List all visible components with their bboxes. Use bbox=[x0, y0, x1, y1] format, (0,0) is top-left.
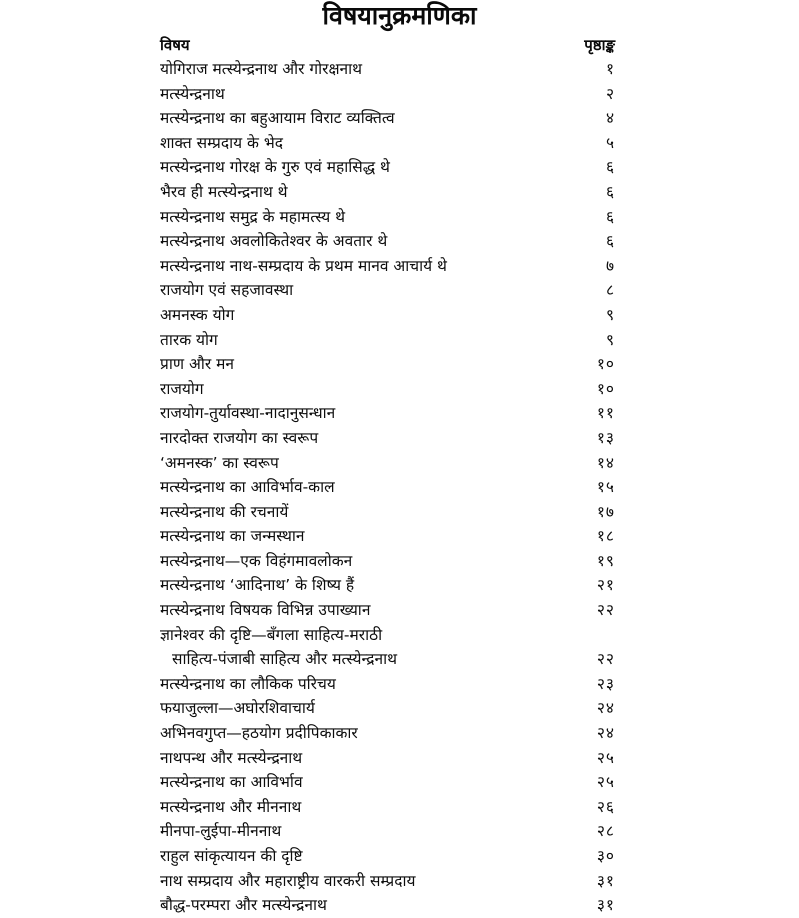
toc-entry-title: नारदोक्त राजयोग का स्वरूप bbox=[160, 428, 319, 447]
toc-entry-title: राजयोग एवं सहजावस्था bbox=[160, 281, 294, 300]
toc-entry-page-number: ३१ bbox=[596, 896, 615, 915]
toc-entry-page-number: २३ bbox=[596, 674, 615, 693]
toc-entry-page-number: २५ bbox=[596, 748, 615, 767]
toc-entry-row[interactable] bbox=[160, 278, 615, 303]
toc-entry-title: नाथ सम्प्रदाय और महाराष्ट्रीय वारकरी सम्प्रदाय bbox=[160, 871, 416, 890]
toc-entry-page-number: ६ bbox=[605, 232, 615, 251]
column-header-page: पृष्ठाङ्क bbox=[584, 36, 615, 54]
toc-entry-title: मत्स्येन्द्रनाथ bbox=[160, 84, 225, 103]
column-header-row bbox=[160, 35, 615, 57]
toc-entry-row[interactable] bbox=[160, 696, 615, 721]
toc-entry-row[interactable] bbox=[160, 524, 615, 549]
toc-entry-title: फयाजुल्ला—अघोरशिवाचार्य bbox=[160, 699, 315, 718]
toc-entry-page-number: २१ bbox=[596, 576, 615, 595]
toc-entry-title: मत्स्येन्द्रनाथ नाथ-सम्प्रदाय के प्रथम मानव आचार्य थे bbox=[160, 256, 447, 275]
toc-entry-row[interactable] bbox=[160, 131, 615, 156]
toc-entry-row[interactable] bbox=[160, 598, 615, 623]
toc-entry-title: मत्स्येन्द्रनाथ का लौकिक परिचय bbox=[160, 674, 336, 693]
toc-entry-title: मत्स्येन्द्रनाथ ‘आदिनाथ’ के शिष्य हैं bbox=[160, 576, 355, 595]
toc-entry-title: प्राण और मन bbox=[160, 355, 234, 374]
toc-entry-title: अमनस्क योग bbox=[160, 305, 235, 324]
toc-entry-title: मत्स्येन्द्रनाथ का बहुआयाम विराट व्यक्तित्व bbox=[160, 109, 395, 128]
toc-entry-page-number: १० bbox=[596, 355, 615, 374]
toc-entry-row[interactable] bbox=[160, 451, 615, 476]
toc-entry-row[interactable] bbox=[160, 819, 615, 844]
toc-entry-title: राजयोग bbox=[160, 379, 204, 398]
toc-entry-title: मत्स्येन्द्रनाथ समुद्र के महामत्स्य थे bbox=[160, 207, 346, 226]
toc-entry-page-number: ६ bbox=[605, 207, 615, 226]
toc-entry-page-number: ११ bbox=[596, 404, 615, 423]
toc-entry-row[interactable] bbox=[160, 844, 615, 869]
toc-entry-title: मत्स्येन्द्रनाथ का आविर्भाव-काल bbox=[160, 478, 335, 497]
toc-entry-title: ज्ञानेश्वर की दृष्टि—बँगला साहित्य-मराठी bbox=[160, 625, 383, 644]
toc-entry-page-number: ६ bbox=[605, 158, 615, 177]
toc-entry-title: मत्स्येन्द्रनाथ और मीननाथ bbox=[160, 797, 302, 816]
toc-entry-title: मत्स्येन्द्रनाथ की रचनायें bbox=[160, 502, 289, 521]
toc-entry-row[interactable] bbox=[160, 401, 615, 426]
toc-entry-page-number: १० bbox=[596, 379, 615, 398]
toc-entry-title: मत्स्येन्द्रनाथ का आविर्भाव bbox=[160, 773, 303, 792]
toc-entry-page-number: ३१ bbox=[596, 871, 615, 890]
toc-entry-title: नाथपन्थ और मत्स्येन्द्रनाथ bbox=[160, 748, 303, 767]
toc-entry-page-number: ८ bbox=[605, 281, 615, 300]
toc-entry-title: भैरव ही मत्स्येन्द्रनाथ थे bbox=[160, 182, 288, 201]
toc-entry-page-number: २४ bbox=[596, 699, 615, 718]
toc-entry-page-number: १७ bbox=[596, 502, 615, 521]
toc-entry-row[interactable] bbox=[160, 57, 615, 82]
toc-entry-row[interactable] bbox=[160, 647, 615, 672]
toc-entry-title: ‘अमनस्क’ का स्वरूप bbox=[160, 453, 279, 472]
toc-entry-title: साहित्य-पंजाबी साहित्य और मत्स्येन्द्रनाथ bbox=[172, 650, 397, 669]
toc-entry-row[interactable] bbox=[160, 475, 615, 500]
toc-entry-row[interactable] bbox=[160, 254, 615, 279]
toc-entry-page-number: ५ bbox=[605, 133, 615, 152]
toc-entry-row[interactable] bbox=[160, 746, 615, 771]
toc-entry-page-number: ४ bbox=[605, 109, 615, 128]
toc-entry-page-number: २८ bbox=[596, 822, 615, 841]
toc-entry-page-number: २६ bbox=[596, 797, 615, 816]
toc-entry-row[interactable] bbox=[160, 500, 615, 525]
toc-entry-page-number: ३० bbox=[596, 847, 615, 865]
toc-entry-row[interactable] bbox=[160, 721, 615, 746]
toc-entry-row[interactable] bbox=[160, 893, 615, 918]
toc-entry-row[interactable] bbox=[160, 328, 615, 353]
toc-entry-title: मत्स्येन्द्रनाथ गोरक्ष के गुरु एवं महासिद्ध थे bbox=[160, 158, 390, 177]
toc-entry-page-number: १९ bbox=[596, 551, 615, 570]
toc-entry-title: तारक योग bbox=[160, 330, 218, 349]
toc-entry-page-number: २५ bbox=[596, 773, 615, 792]
toc-entry-title: योगिराज मत्स्येन्द्रनाथ और गोरक्षनाथ bbox=[160, 60, 363, 78]
toc-entry-page-number: १४ bbox=[596, 453, 615, 472]
toc-entry-title: मत्स्येन्द्रनाथ अवलोकितेश्वर के अवतार थे bbox=[160, 232, 388, 251]
toc-entry-title: मत्स्येन्द्रनाथ का जन्मस्थान bbox=[160, 527, 305, 546]
toc-entry-page-number: २२ bbox=[596, 650, 615, 669]
toc-entry-row[interactable] bbox=[160, 229, 615, 254]
toc-entry-row[interactable] bbox=[160, 672, 615, 697]
toc-entry-title: बौद्ध-परम्परा और मत्स्येन्द्रनाथ bbox=[160, 896, 327, 915]
toc-entry-page-number: ६ bbox=[605, 182, 615, 201]
toc-entry-page-number: ९ bbox=[605, 305, 615, 324]
toc-entry-page-number: २२ bbox=[596, 601, 615, 620]
page-title: विषयानुक्रमणिका bbox=[322, 1, 477, 30]
toc-entry-row[interactable] bbox=[160, 82, 615, 107]
toc-entry-page-number: १५ bbox=[596, 478, 615, 497]
toc-entry-row[interactable] bbox=[160, 623, 615, 648]
toc-entry-title: मत्स्येन्द्रनाथ विषयक विभिन्न उपाख्यान bbox=[160, 601, 371, 620]
toc-entry-row[interactable] bbox=[160, 426, 615, 451]
toc-entry-page-number: १८ bbox=[596, 527, 615, 546]
toc-entry-row[interactable] bbox=[160, 549, 615, 574]
toc-entry-row[interactable] bbox=[160, 205, 615, 230]
toc-entry-row[interactable] bbox=[160, 180, 615, 205]
toc-entry-title: राजयोग-तुर्यावस्था-नादानुसन्धान bbox=[160, 404, 336, 423]
toc-entry-row[interactable] bbox=[160, 770, 615, 795]
toc-entry-row[interactable] bbox=[160, 352, 615, 377]
column-header-subject: विषय bbox=[160, 36, 190, 54]
toc-entry-row[interactable] bbox=[160, 795, 615, 820]
toc-entry-page-number: १३ bbox=[596, 428, 615, 447]
toc-entry-row[interactable] bbox=[160, 377, 615, 402]
toc-entry-page-number: ७ bbox=[605, 256, 615, 275]
toc-entry-title: मीनपा-लुईपा-मीननाथ bbox=[160, 822, 282, 841]
toc-entry-row[interactable] bbox=[160, 106, 615, 131]
toc-entry-title: मत्स्येन्द्रनाथ—एक विहंगमावलोकन bbox=[160, 551, 353, 570]
toc-entry-page-number: ९ bbox=[605, 330, 615, 349]
toc-entry-title: राहुल सांकृत्यायन की दृष्टि bbox=[160, 847, 303, 865]
toc-entry-title: अभिनवगुप्त—हठयोग प्रदीपिकाकार bbox=[160, 724, 358, 743]
toc-entry-row[interactable] bbox=[160, 155, 615, 180]
toc-entry-title: शाक्त सम्प्रदाय के भेद bbox=[160, 133, 283, 152]
toc-entry-page-number: २४ bbox=[596, 724, 615, 743]
toc-entry-row[interactable] bbox=[160, 573, 615, 598]
toc-entry-row[interactable] bbox=[160, 303, 615, 328]
toc-entry-page-number: १ bbox=[605, 60, 615, 78]
toc-entry-list bbox=[160, 57, 615, 918]
toc-entry-row[interactable] bbox=[160, 869, 615, 894]
toc-entry-page-number: २ bbox=[605, 84, 615, 103]
